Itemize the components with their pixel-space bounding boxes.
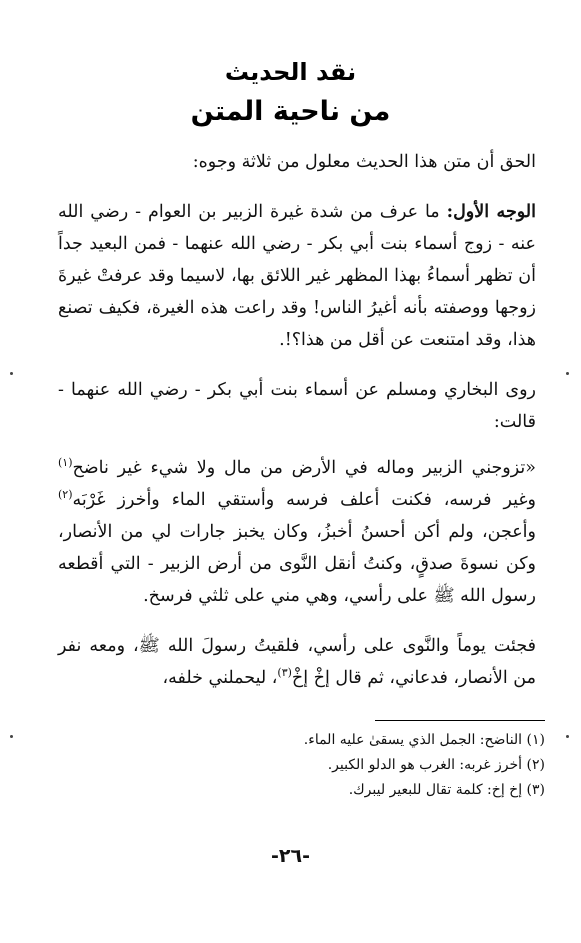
narration-intro-paragraph — [58, 374, 536, 438]
footnotes — [140, 728, 545, 803]
hadith-cont-part-2: ، ليحملني خلفه، — [162, 668, 278, 688]
first-face-text-block — [58, 196, 536, 356]
hadith-continuation-block — [58, 630, 536, 694]
footnote-ref-3: (٣) — [277, 666, 292, 680]
footnote-1: (١) الناضح: الجمل الذي يسقىٰ عليه الماء. — [303, 732, 545, 748]
page-number: -٢٦- — [271, 845, 310, 867]
narration-intro-text: روى البخاري ومسلم عن أسماء بنت أبي بكر - رضي الله عنهما - قالت: — [58, 380, 536, 432]
footnote-3: (٣) إخ إخ: كلمة تقال للبعير ليبرك. — [348, 782, 545, 798]
first-face-text: ما عرف من شدة غيرة الزبير بن العوام - رضي الله عنه - زوج أسماء بنت أبي بكر - رضي الله عنهما - فمن البعيد جداً أن تظهر أسماءُ بهذا المظهر غير اللائق بها، لاسيما وقد عرفتْ غيرةَ زوجها ووصفته بأنه أغيرُ الناس! وقد راعت هذه الغيرة، فكيف تصنع هذا، وقد امتنعت عن أقل من هذا؟!. — [58, 202, 536, 350]
intro-text: الحق أن متن هذا الحديث معلول من ثلاثة وجوه: — [192, 152, 536, 172]
hadith-paragraph — [58, 452, 536, 612]
footnote-ref-1: (١) — [58, 456, 73, 470]
hadith-part-2: وغير فرسه، فكنت أعلف فرسه وأستقي الماء وأخرز غَرْبَه — [72, 490, 536, 510]
scan-speck — [10, 372, 13, 375]
scan-speck — [566, 372, 569, 375]
scan-speck — [566, 735, 569, 738]
footnote-2: (٢) أخرز غربه: الغرب هو الدلو الكبير. — [327, 757, 545, 773]
chapter-subtitle: من ناحية المتن — [190, 96, 391, 127]
hadith-text-block — [58, 452, 536, 612]
hadith-part-3: وأعجن، ولم أكن أحسنُ أخبزُ، وكان يخبز جارات لي من الأنصار، وكن نسوةَ صدقٍ، وكنتُ أنقل النَّوى من أرض الزبير - التي أقطعه رسول الله ﷺ على رأسي، وهي مني على ثلثي فرسخ. — [58, 522, 536, 606]
chapter-title: نقد الحديث — [224, 58, 357, 86]
first-face-label: الوجه الأول: — [446, 202, 536, 222]
intro-paragraph — [58, 146, 536, 178]
footnote-ref-2: (٢) — [58, 488, 73, 502]
footnote-separator — [375, 720, 545, 721]
hadith-continuation-paragraph — [58, 630, 536, 694]
scan-speck — [10, 735, 13, 738]
hadith-cont-part-1: فجئت يوماً والنَّوى على رأسي، فلقيتُ رسولَ الله ﷺ، ومعه نفر من الأنصار، فدعاني، ثم قال إخْ إخْ — [58, 636, 536, 688]
first-face-paragraph — [58, 196, 536, 356]
hadith-part-1: «تزوجني الزبير وماله في الأرض من مال ولا شيء غير ناضح — [72, 458, 536, 478]
